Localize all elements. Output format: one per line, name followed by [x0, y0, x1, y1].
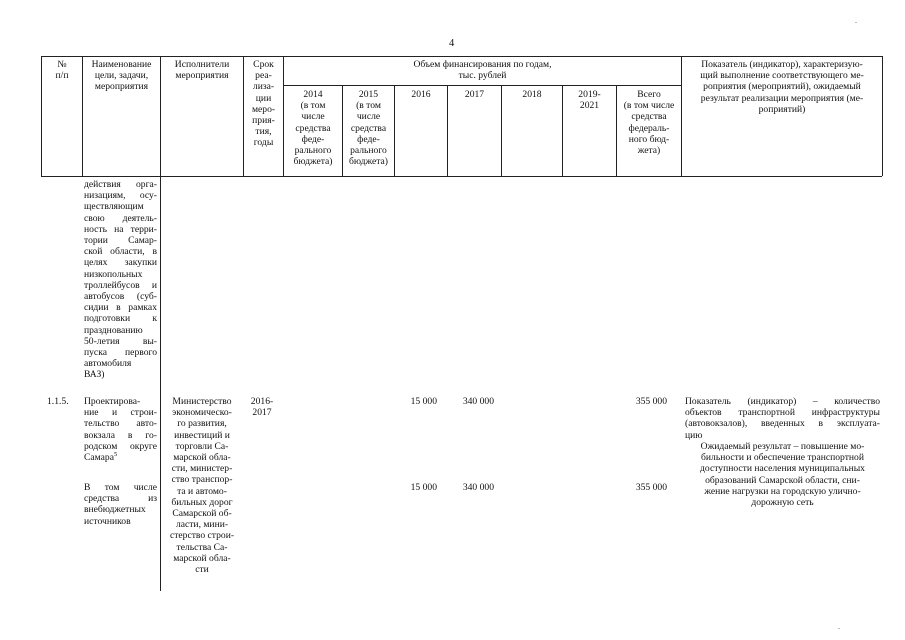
row-number: 1.1.5. — [47, 396, 69, 407]
header-col-indicator: Показатель (индикатор), характеризую- щий выполнение соответствующего ме- роприятия (мероприятий), ожидаемый результат реализации мероприятия (ме- роприятий) — [700, 59, 864, 115]
header-col-number: № п/п — [55, 59, 69, 82]
subrow-value-2017: 340 000 — [462, 482, 494, 493]
continued-text: действия орга- низациям, осу- ществляющим свою деятель- ность на терри- тории Самар- ской области, в целях закупки низкопольных троллейбусов и автобусов (суб- сидии в рамках подготовки к празднованию 50-летия вы- пуска первого автомобиля ВАЗ) — [84, 179, 157, 381]
row-value-2017: 340 000 — [462, 396, 494, 407]
row-value-2016: 15 000 — [410, 396, 437, 407]
row-name-text: Проектирова- ние и строи- тельство авто- вокзала в го- родском округе Самара — [84, 396, 157, 464]
header-col-funding: Объем финансирования по годам, тыс. рублей — [413, 59, 552, 82]
header-col-term: Срок реа- лиза- ции меро- прия- тия, годы — [251, 59, 276, 149]
header-year-2014: 2014 (в том числе средства феде- рального бюджета) — [293, 89, 333, 168]
scan-speck — [838, 628, 840, 629]
row-indicator: Показатель (индикатор) – количество объектов транспортной инфраструктуры (автовокзалов), введенных в эксплуата- цию — [685, 396, 880, 441]
header-year-2015: 2015 (в том числе средства феде- рального бюджета) — [349, 89, 388, 168]
header-year-2018: 2018 — [522, 89, 542, 100]
row-executors: Министерство экономическо- го развития, инвестиций и торговли Са- марской обла- сти, министер- ство транспор- та и автомо- бильных дорог Самарской об- ласти, мини- стерство строи- тельства Са- марской обла- сти — [169, 396, 235, 576]
header-col-executors: Исполнители мероприятия — [174, 59, 230, 82]
header-year-2016: 2016 — [411, 89, 431, 100]
header-year-2019-2021: 2019- 2021 — [578, 89, 601, 112]
row-name — [84, 396, 157, 463]
row-expected-result: Ожидаемый результат – повышение мо- бильности и обеспечение транспортной доступности населения муниципальных образований Самарской области, сни- жение нагрузки на городскую улично- дорожную сеть — [700, 441, 865, 509]
subrow-value-2016: 15 000 — [410, 482, 437, 493]
row-term: 2016- 2017 — [250, 396, 274, 419]
subrow-label: В том числе средства из внебюджетных источников — [84, 482, 157, 527]
scan-speck — [855, 22, 857, 23]
page-number: 4 — [449, 38, 455, 49]
row-value-total: 355 000 — [635, 396, 667, 407]
header-col-name: Наименование цели, задачи, мероприятия — [91, 59, 152, 93]
header-year-2017: 2017 — [464, 89, 485, 100]
header-total: Всего (в том числе средства федераль- ного бюд- жета) — [623, 89, 675, 157]
row-footnote-marker: 5 — [113, 450, 118, 458]
subrow-value-total: 355 000 — [635, 482, 667, 493]
